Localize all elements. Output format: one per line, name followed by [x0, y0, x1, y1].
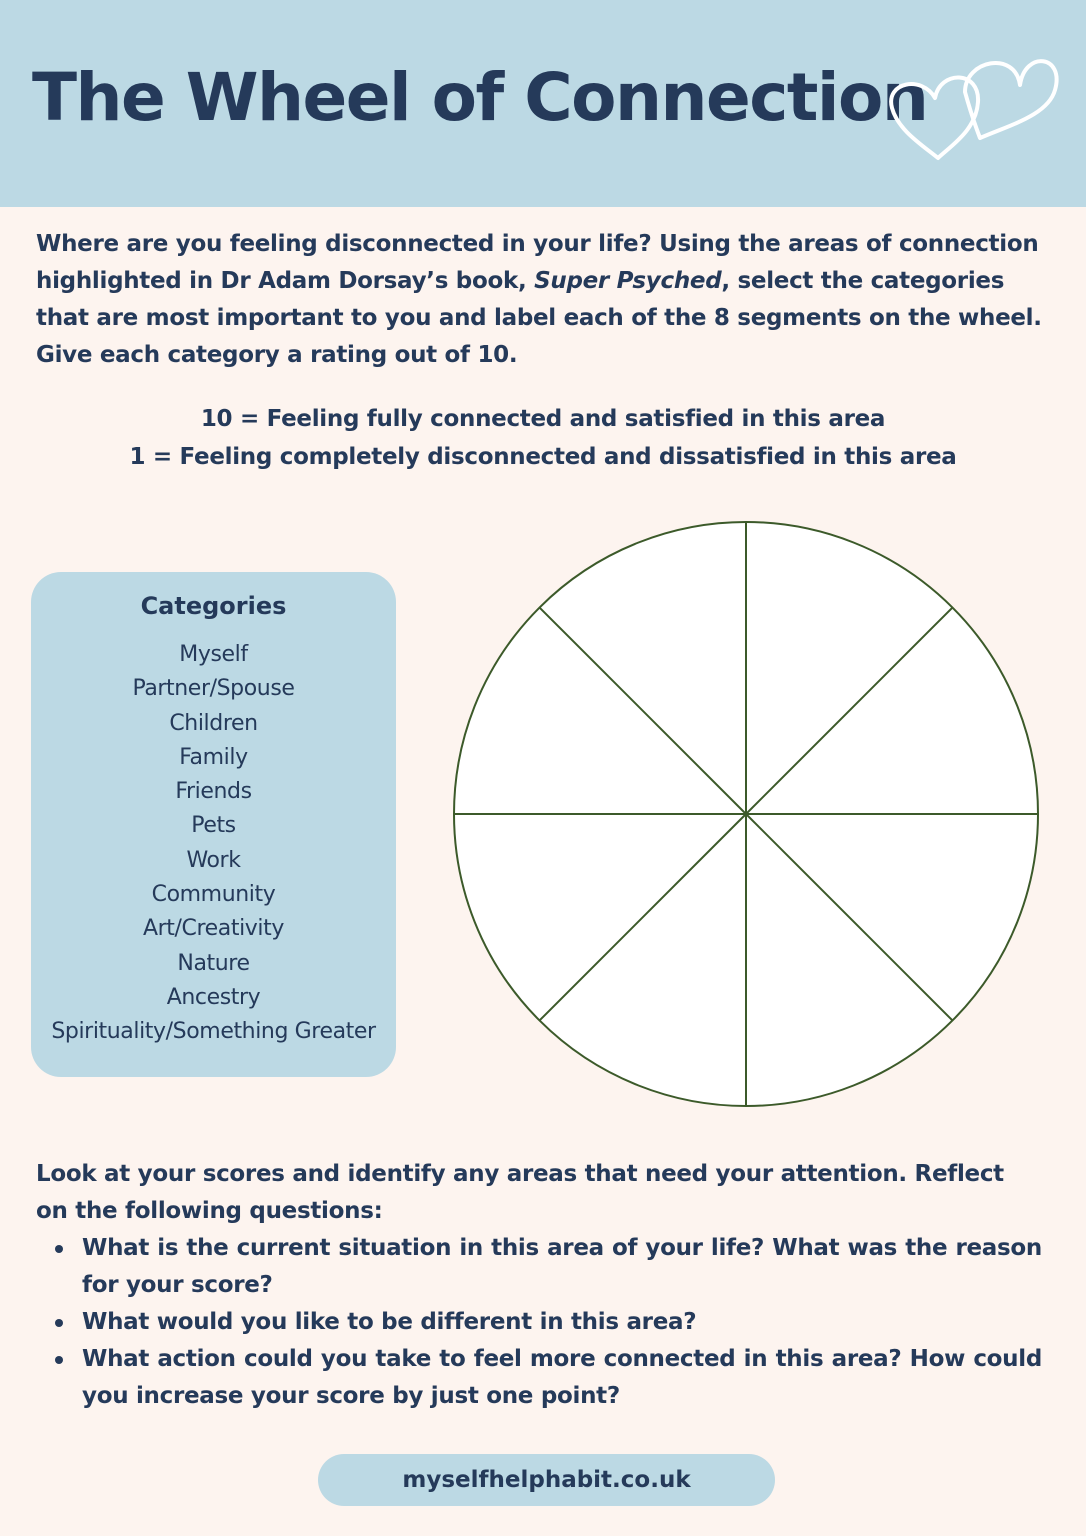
- category-item: Children: [169, 710, 258, 736]
- page-title: The Wheel of Connection: [32, 59, 928, 136]
- categories-panel: [31, 572, 396, 1077]
- categories-list: [31, 638, 396, 1050]
- category-item: Pets: [191, 813, 236, 839]
- categories-title: Categories: [140, 592, 287, 620]
- category-item: Myself: [179, 642, 248, 667]
- category-item: Nature: [177, 950, 250, 976]
- category-item: Friends: [175, 779, 252, 805]
- category-item: Spirituality/Something Greater: [51, 1019, 376, 1045]
- website-link[interactable]: myselfhelphabit.co.uk: [318, 1454, 775, 1506]
- reflection-question: What is the current situation in this area of your life? What was the reason for your score?: [82, 1230, 1042, 1304]
- reflection-intro: Look at your scores and identify any areas that need your attention. Reflect on the following questions:: [36, 1161, 1004, 1224]
- scale-high-description: 10 = Feeling fully connected and satisfied in this area: [200, 406, 886, 432]
- reflection-question: What would you like to be different in this area?: [82, 1304, 1042, 1341]
- intro-text-part1: Where are you feeling disconnected in your life? Using the areas of connection highlighted in Dr Adam Dorsay’s book,: [36, 231, 1039, 294]
- reflection-questions: [82, 1230, 1042, 1415]
- connection-wheel[interactable]: [450, 518, 1042, 1110]
- category-item: Family: [179, 744, 248, 770]
- header-banner: [0, 0, 1086, 207]
- reflection-question: What action could you take to feel more connected in this area? How could you increase your score by just one point?: [82, 1341, 1042, 1415]
- book-title: Super Psyched: [534, 268, 722, 294]
- category-item: Art/Creativity: [143, 916, 284, 942]
- intro-text-part2: , select the categories that are most important to you and label each of the 8 segments on the wheel. Give each category a rating out of 10.: [36, 268, 1042, 368]
- category-item: Ancestry: [166, 984, 261, 1010]
- scale-low-description: 1 = Feeling completely disconnected and dissatisfied in this area: [129, 444, 957, 470]
- category-item: Community: [151, 882, 276, 908]
- double-heart-outline-icon: [880, 30, 1065, 170]
- category-item: Partner/Spouse: [132, 676, 295, 702]
- category-item: Work: [186, 847, 241, 873]
- intro-paragraph: [36, 226, 1048, 374]
